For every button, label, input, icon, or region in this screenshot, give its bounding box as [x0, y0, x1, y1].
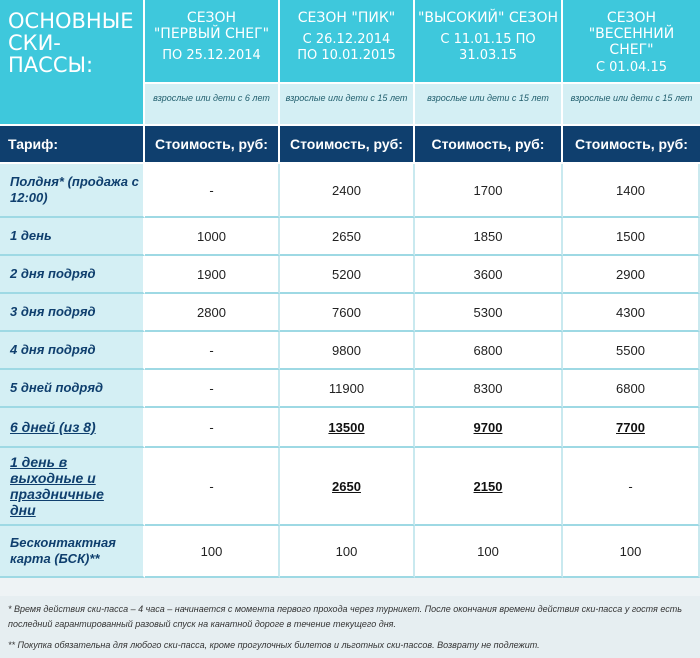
- tariff-label: Бесконтактная карта (БСК)**: [0, 526, 145, 578]
- price-cell: -: [145, 164, 280, 218]
- price-cell: -: [145, 448, 280, 526]
- price-cell: 5500: [563, 332, 700, 370]
- price-cell: 100: [145, 526, 280, 578]
- season-3-age: взрослые или дети с 15 лет: [415, 84, 563, 126]
- season-2-date: С 26.12.2014 ПО 10.01.2015: [297, 32, 396, 63]
- table-row: [0, 294, 700, 332]
- season-1-header: [145, 0, 280, 84]
- season-header-row: [0, 0, 700, 84]
- price-link[interactable]: 2650: [280, 448, 415, 526]
- price-cell: 1700: [415, 164, 563, 218]
- table-row: [0, 332, 700, 370]
- price-cell: 11900: [280, 370, 415, 408]
- cost-header-3: Стоимость, руб:: [415, 126, 563, 164]
- season-4-date: С 01.04.15: [595, 60, 668, 75]
- price-cell: 100: [280, 526, 415, 578]
- footnotes: [0, 596, 700, 658]
- price-link[interactable]: 9700: [415, 408, 563, 448]
- price-cell: 1850: [415, 218, 563, 256]
- price-link[interactable]: 13500: [280, 408, 415, 448]
- price-cell: 100: [415, 526, 563, 578]
- tariff-label: Полдня* (продажа с 12:00): [0, 164, 145, 218]
- column-header-row: [0, 126, 700, 164]
- price-cell: 2650: [280, 218, 415, 256]
- cost-header-4: Стоимость, руб:: [563, 126, 700, 164]
- price-cell: 1500: [563, 218, 700, 256]
- price-cell: 7600: [280, 294, 415, 332]
- tariff-label: 1 день: [0, 218, 145, 256]
- season-1-date: ПО 25.12.2014: [162, 48, 261, 63]
- price-cell: 1400: [563, 164, 700, 218]
- price-cell: 5200: [280, 256, 415, 294]
- price-cell: 2800: [145, 294, 280, 332]
- title-line1: ОСНОВНЫЕ: [8, 9, 134, 33]
- table-row: [0, 526, 700, 578]
- season-4-name-2: СНЕГ": [609, 42, 654, 58]
- price-cell: 2400: [280, 164, 415, 218]
- price-link[interactable]: 7700: [563, 408, 700, 448]
- season-1-age: взрослые или дети с 6 лет: [145, 84, 280, 126]
- season-2-age: взрослые или дети с 15 лет: [280, 84, 415, 126]
- footnote-1: * Время действия ски-пасса – 4 часа – начинается с момента первого прохода через турникет. После окончания времени действия ски-пасса у гостя есть последний гарантированный разовый спуск на канатной дороге в течение текущего дня.: [8, 604, 682, 629]
- price-cell: -: [145, 332, 280, 370]
- price-cell: 4300: [563, 294, 700, 332]
- price-cell: -: [145, 370, 280, 408]
- price-cell: 6800: [415, 332, 563, 370]
- price-cell: 1000: [145, 218, 280, 256]
- price-cell: 3600: [415, 256, 563, 294]
- price-cell: -: [563, 448, 700, 526]
- season-4-header: [563, 0, 700, 84]
- tariff-label-link[interactable]: 6 дней (из 8): [0, 408, 145, 448]
- table-title: [0, 0, 145, 126]
- season-2-name-1: СЕЗОН "ПИК": [297, 10, 396, 26]
- table-row: [0, 370, 700, 408]
- price-link[interactable]: 2150: [415, 448, 563, 526]
- tariff-label: 3 дня подряд: [0, 294, 145, 332]
- table-row: [0, 218, 700, 256]
- title-line2: СКИ-ПАССЫ:: [8, 31, 94, 77]
- table-row: [0, 256, 700, 294]
- season-1-name-2: "ПЕРВЫЙ СНЕГ": [153, 26, 270, 42]
- tariff-label-link[interactable]: 1 день в выходные и праздничные дни: [0, 448, 145, 526]
- tariff-label: 2 дня подряд: [0, 256, 145, 294]
- season-3-header: [415, 0, 563, 84]
- season-4-name-1: СЕЗОН "ВЕСЕННИЙ: [588, 10, 675, 42]
- season-2-header: [280, 0, 415, 84]
- price-cell: 1900: [145, 256, 280, 294]
- price-cell: 100: [563, 526, 700, 578]
- price-cell: 6800: [563, 370, 700, 408]
- price-cell: 9800: [280, 332, 415, 370]
- price-cell: 2900: [563, 256, 700, 294]
- price-cell: 8300: [415, 370, 563, 408]
- tariff-label: 5 дней подряд: [0, 370, 145, 408]
- table-row: [0, 164, 700, 218]
- tariff-header: Тариф:: [0, 126, 145, 164]
- price-cell: 5300: [415, 294, 563, 332]
- season-3-name-1: "ВЫСОКИЙ" СЕЗОН: [417, 10, 559, 26]
- tariff-label: 4 дня подряд: [0, 332, 145, 370]
- cost-header-1: Стоимость, руб:: [145, 126, 280, 164]
- table-row: [0, 448, 700, 526]
- season-3-date: С 11.01.15 ПО 31.03.15: [440, 32, 536, 63]
- season-4-age: взрослые или дети с 15 лет: [563, 84, 700, 126]
- season-1-name-1: СЕЗОН: [186, 10, 237, 26]
- cost-header-2: Стоимость, руб:: [280, 126, 415, 164]
- table-row: [0, 408, 700, 448]
- price-cell: -: [145, 408, 280, 448]
- footnote-2: ** Покупка обязательна для любого ски-пасса, кроме прогулочных билетов и льготных ски-пассов. Возврату не подлежит.: [8, 640, 540, 650]
